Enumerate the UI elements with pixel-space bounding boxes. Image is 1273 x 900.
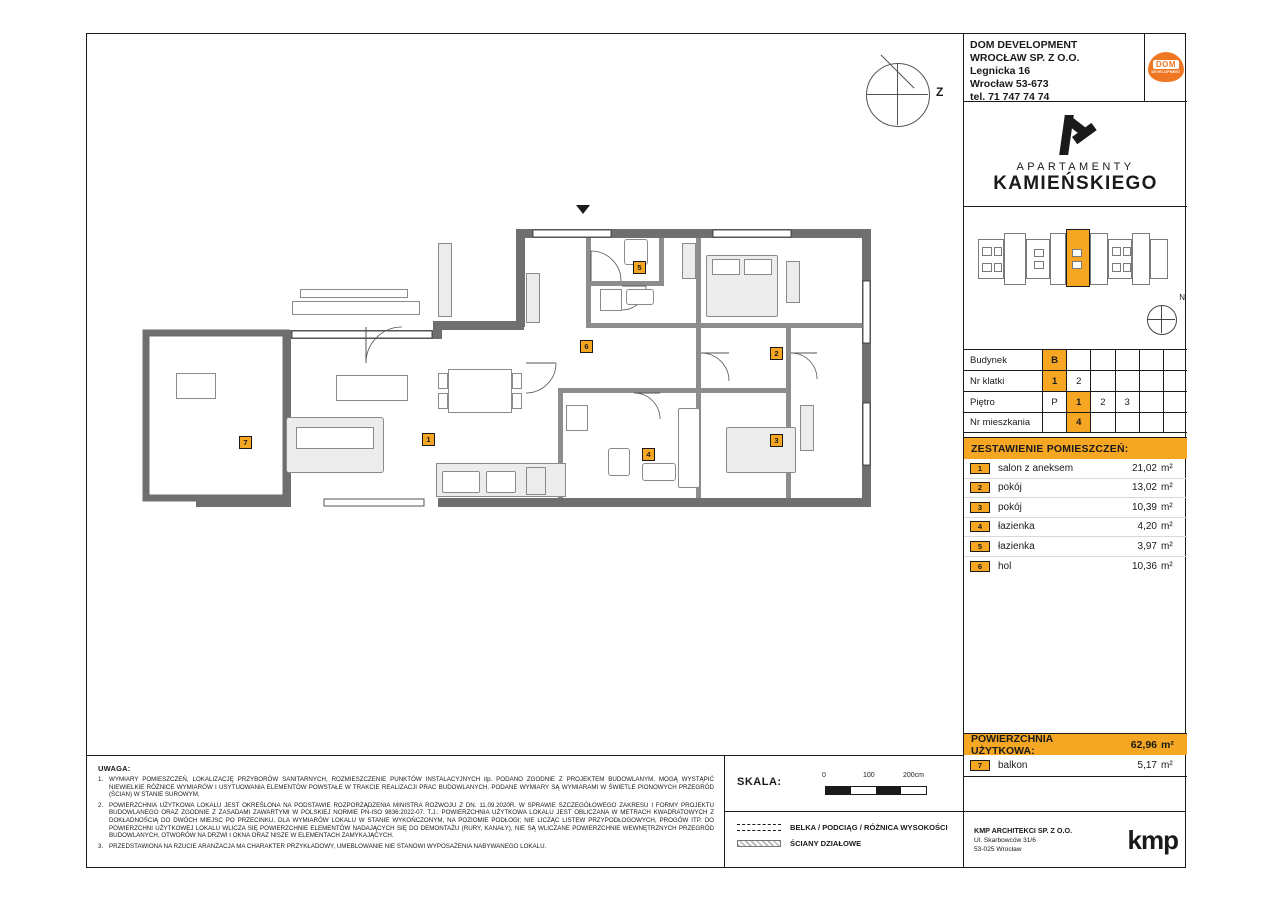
developer-line-1: DOM DEVELOPMENT <box>970 39 1078 51</box>
key-plan <box>964 206 1187 349</box>
row-nr-klatki <box>964 370 1187 391</box>
pillow <box>712 259 740 275</box>
klatka-empty-3 <box>1139 371 1163 391</box>
wardrobe <box>438 243 452 317</box>
room-number: 1 <box>970 463 990 474</box>
room-unit: m² <box>1161 462 1173 474</box>
note-item <box>98 776 714 799</box>
mieszkanie-empty-5 <box>1163 413 1187 432</box>
kamienskiego-logo-icon <box>1054 113 1098 157</box>
total-area-row <box>964 733 1187 755</box>
pietro-value-1[interactable]: 1 <box>1066 392 1090 412</box>
room-number: 5 <box>970 541 990 552</box>
pietro-value-p[interactable]: P <box>1042 392 1066 412</box>
room-area: 3,97 <box>1137 540 1157 552</box>
architect-name: KMP ARCHITEKCI SP. Z O.O. <box>974 826 1073 835</box>
mieszkanie-empty-2 <box>1090 413 1114 432</box>
washbasin <box>642 463 676 481</box>
note-item <box>98 843 714 851</box>
room-unit: m² <box>1161 560 1173 572</box>
note-text: POWIERZCHNIA UŻYTKOWA LOKALU JEST OKREŚLONA NA PODSTAWIE ROZPORZĄDZENIA MINISTRA ROZWOJU Z DN. 11.09.2020R. W SPRAWIE SZCZEGÓŁOWEGO ZAKRESU I FORMY PROJEKTU BUDOWLANEGO ORAZ ZGODNIE Z ZASADAMI ZAWARTYMI W POLSKIEJ NORMIE PN-ISO 9836:2022-07. T.J.: POWIERZCHNIA UŻYTKOWA LOKALU JEST OBLICZANA W METRACH KWADRATOWYCH Z DOKŁADNOŚCIĄ DO DWÓCH MIEJSC PO PRZECINKU, DLA WYMIARÓW LOKALU W STANIE WYKOŃCZONYM, NA POZIOMIE PODŁOGI; NIE LICZĄC LISTEW PRZYPODŁOGOWYCH, PROGÓW ITP. DO POWIERZCHNI UŻYTKOWEJ LOKALU WLICZA SIĘ POWIERZCHNIE ELEMENTÓW NADAJĄCYCH SIĘ DO DEMONTAŻU (RURY, KANAŁY), NIE SĄ WLICZANE POWIERZCHNIE WEWNĘTRZNYCH PRZEGRÓD BUDOWLANYCH, OTWORÓW NA DRZWI I OKNA ORAZ NISZE W ELEMENTACH ZAMYKAJĄCYCH. <box>109 801 714 840</box>
washbasin <box>626 289 654 305</box>
room-badge-7: 7 <box>239 436 252 449</box>
row-pietro <box>964 391 1187 412</box>
room-unit: m² <box>1161 540 1173 552</box>
key-plan-highlight <box>1066 229 1090 287</box>
notes-title: UWAGA: <box>98 764 131 773</box>
developer-line-3: Legnicka 16 <box>970 65 1031 77</box>
pietro-empty-1 <box>1139 392 1163 412</box>
legend-label: ŚCIANY DZIAŁOWE <box>790 839 862 848</box>
balcony-area: 5,17 <box>1137 760 1157 771</box>
rooms-table <box>964 459 1187 576</box>
label-budynek: Budynek <box>970 354 1007 366</box>
room-badge-2: 2 <box>770 347 783 360</box>
room-badge-5: 5 <box>633 261 646 274</box>
room-name: salon z aneksem <box>998 462 1074 474</box>
budynek-empty-2 <box>1090 350 1114 370</box>
room-number: 3 <box>970 502 990 513</box>
budynek-value-b[interactable]: B <box>1042 350 1066 370</box>
room-name: łazienka <box>998 521 1035 533</box>
identification-table <box>964 349 1187 433</box>
room-unit: m² <box>1161 501 1173 513</box>
washing-machine <box>566 405 588 431</box>
room-area: 4,20 <box>1137 521 1157 533</box>
balcony-name: balkon <box>998 760 1028 771</box>
room-unit: m² <box>1161 521 1173 533</box>
room-row <box>964 518 1187 538</box>
pillow <box>744 259 772 275</box>
floor-plan <box>86 33 963 755</box>
architect-block <box>963 811 1186 868</box>
budynek-empty-3 <box>1115 350 1139 370</box>
chair <box>512 393 522 409</box>
beam-line-icon <box>737 824 781 831</box>
balcony-number: 7 <box>970 760 990 771</box>
scale-label: SKALA: <box>737 776 782 788</box>
klatka-empty-1 <box>1090 371 1114 391</box>
fridge <box>526 467 546 495</box>
chair <box>512 373 522 389</box>
scale-tick-0: 0 <box>822 772 826 779</box>
row-budynek <box>964 349 1187 370</box>
legend-label: BELKA / PODCIĄG / RÓŻNICA WYSOKOŚCI <box>790 823 948 832</box>
pietro-empty-2 <box>1163 392 1187 412</box>
kmp-logo: kmp <box>1127 824 1178 855</box>
room-number: 2 <box>970 482 990 493</box>
room-area: 10,36 <box>1131 560 1157 572</box>
dom-logo-text-bottom: DEVELOPMENT <box>1151 70 1181 74</box>
wardrobe <box>800 405 814 451</box>
wardrobe <box>682 243 696 279</box>
single-bed <box>726 427 796 473</box>
budynek-empty-5 <box>1163 350 1187 370</box>
room-unit: m² <box>1161 482 1173 494</box>
note-number: 2. <box>98 801 104 809</box>
key-plan-north-icon <box>1147 293 1185 335</box>
note-number: 1. <box>98 776 104 783</box>
scale-bar <box>825 786 927 795</box>
budynek-empty-1 <box>1066 350 1090 370</box>
klatka-empty-2 <box>1115 371 1139 391</box>
compass-label: Z <box>936 85 944 99</box>
notes-block <box>86 755 724 868</box>
mieszkanie-empty-4 <box>1139 413 1163 432</box>
wardrobe <box>526 273 540 323</box>
room-badge-4: 4 <box>642 448 655 461</box>
developer-line-5: tel. 71 747 74 74 <box>970 91 1050 103</box>
scale-tick-100: 100 <box>863 772 875 779</box>
developer-info <box>964 33 1144 101</box>
klatka-empty-4 <box>1163 371 1187 391</box>
cooktop <box>442 471 480 493</box>
note-text: PRZEDSTAWIONA NA RZUCIE ARANŻACJA MA CHARAKTER PRZYKŁADOWY, UMEBLOWANIE NIE STANOWI WYPOSAŻENIA NABYWANEGO LOKALU. <box>109 842 547 850</box>
room-name: pokój <box>998 482 1022 494</box>
room-badge-6: 6 <box>580 340 593 353</box>
chair <box>438 393 448 409</box>
label-nr-mieszkania: Nr mieszkania <box>970 417 1031 428</box>
balcony-row <box>964 755 1187 777</box>
partition-wall-icon <box>737 840 781 847</box>
architect-street: Ul. Skarbowców 31/6 <box>974 837 1036 844</box>
dom-development-logo <box>1144 33 1187 101</box>
developer-line-2: WROCŁAW SP. Z O.O. <box>970 52 1080 64</box>
rooms-header: ZESTAWIENIE POMIESZCZEŃ: <box>964 437 1187 459</box>
room-name: hol <box>998 560 1012 572</box>
chair <box>438 373 448 389</box>
plan-vector <box>86 33 963 755</box>
total-label: POWIERZCHNIA UŻYTKOWA: <box>971 732 1053 757</box>
mieszkanie-empty-3 <box>1115 413 1139 432</box>
room-badge-3: 3 <box>770 434 783 447</box>
pietro-value-3[interactable]: 3 <box>1115 392 1139 412</box>
toilet <box>608 448 630 476</box>
wardrobe <box>786 261 800 303</box>
sink <box>486 471 516 493</box>
dining-table <box>448 369 512 413</box>
room-badge-1: 1 <box>422 433 435 446</box>
legend-item <box>737 823 963 832</box>
room-row <box>964 459 1187 479</box>
developer-line-4: Wrocław 53-673 <box>970 78 1049 90</box>
label-pietro: Piętro <box>970 396 995 408</box>
title-block <box>963 33 1186 868</box>
room-area: 21,02 <box>1131 462 1157 474</box>
room-row <box>964 479 1187 499</box>
mieszkanie-empty-1 <box>1042 413 1066 432</box>
note-text: WYMIARY POMIESZCZEŃ, LOKALIZACJĘ PRZYBORÓW SANITARNYCH, ROZMIESZCZENIE PUNKTÓW INSTALACYJNYCH itp. PODANO ZGODNIE Z PROJEKTEM BUDOWLANYM. MOGĄ WYSTĄPIĆ NIEWIELKIE RÓŻNICE WYMIARÓW I USYTUOWANIA ELEMENTÓW POWSTAŁE W TRAKCIE REALIZACJI PRAC BUDOWLANYCH. PODANE WYMIARY SĄ WYMIARAMI W ŚWIETLE PIONOWYCH PRZEGRÓD (ŚCIAN) W STANIE SUROWYM. <box>109 776 714 799</box>
coffee-table <box>336 375 408 401</box>
brand-line-2: KAMIEŃSKIEGO <box>993 173 1158 194</box>
shower <box>600 289 622 311</box>
balcony-unit: m² <box>1161 760 1173 771</box>
room-area: 13,02 <box>1131 482 1157 494</box>
project-brand <box>964 101 1187 206</box>
bathtub <box>678 408 700 488</box>
note-item <box>98 802 714 840</box>
klatka-value-2[interactable]: 2 <box>1066 371 1090 391</box>
legend-block <box>724 811 963 868</box>
brand-line-1: APARTAMENTY <box>1016 161 1135 173</box>
room-area: 10,39 <box>1131 501 1157 513</box>
sofa-cushions <box>296 427 374 449</box>
scale-tick-200: 200cm <box>903 772 925 779</box>
tv-unit <box>292 301 420 315</box>
total-unit: m² <box>1161 738 1174 751</box>
architect-city: 53-025 Wrocław <box>974 846 1022 853</box>
room-name: łazienka <box>998 540 1035 552</box>
room-name: pokój <box>998 501 1022 513</box>
room-number: 6 <box>970 561 990 572</box>
room-row <box>964 557 1187 577</box>
mieszkanie-value-4[interactable]: 4 <box>1066 413 1090 432</box>
klatka-value-1[interactable]: 1 <box>1042 371 1066 391</box>
pietro-value-2[interactable]: 2 <box>1090 392 1114 412</box>
label-nr-klatki: Nr klatki <box>970 375 1005 387</box>
legend-item <box>737 839 963 848</box>
note-number: 3. <box>98 842 104 850</box>
scale-block <box>724 755 963 811</box>
dom-logo-text-top: DOM <box>1153 60 1179 69</box>
row-nr-mieszkania <box>964 412 1187 433</box>
balcony-table <box>176 373 216 399</box>
budynek-empty-4 <box>1139 350 1163 370</box>
tv <box>300 289 408 298</box>
room-row <box>964 498 1187 518</box>
room-number: 4 <box>970 521 990 532</box>
total-area: 62,96 <box>1130 738 1157 751</box>
key-plan-north-label: N <box>1179 293 1185 302</box>
room-row <box>964 537 1187 557</box>
